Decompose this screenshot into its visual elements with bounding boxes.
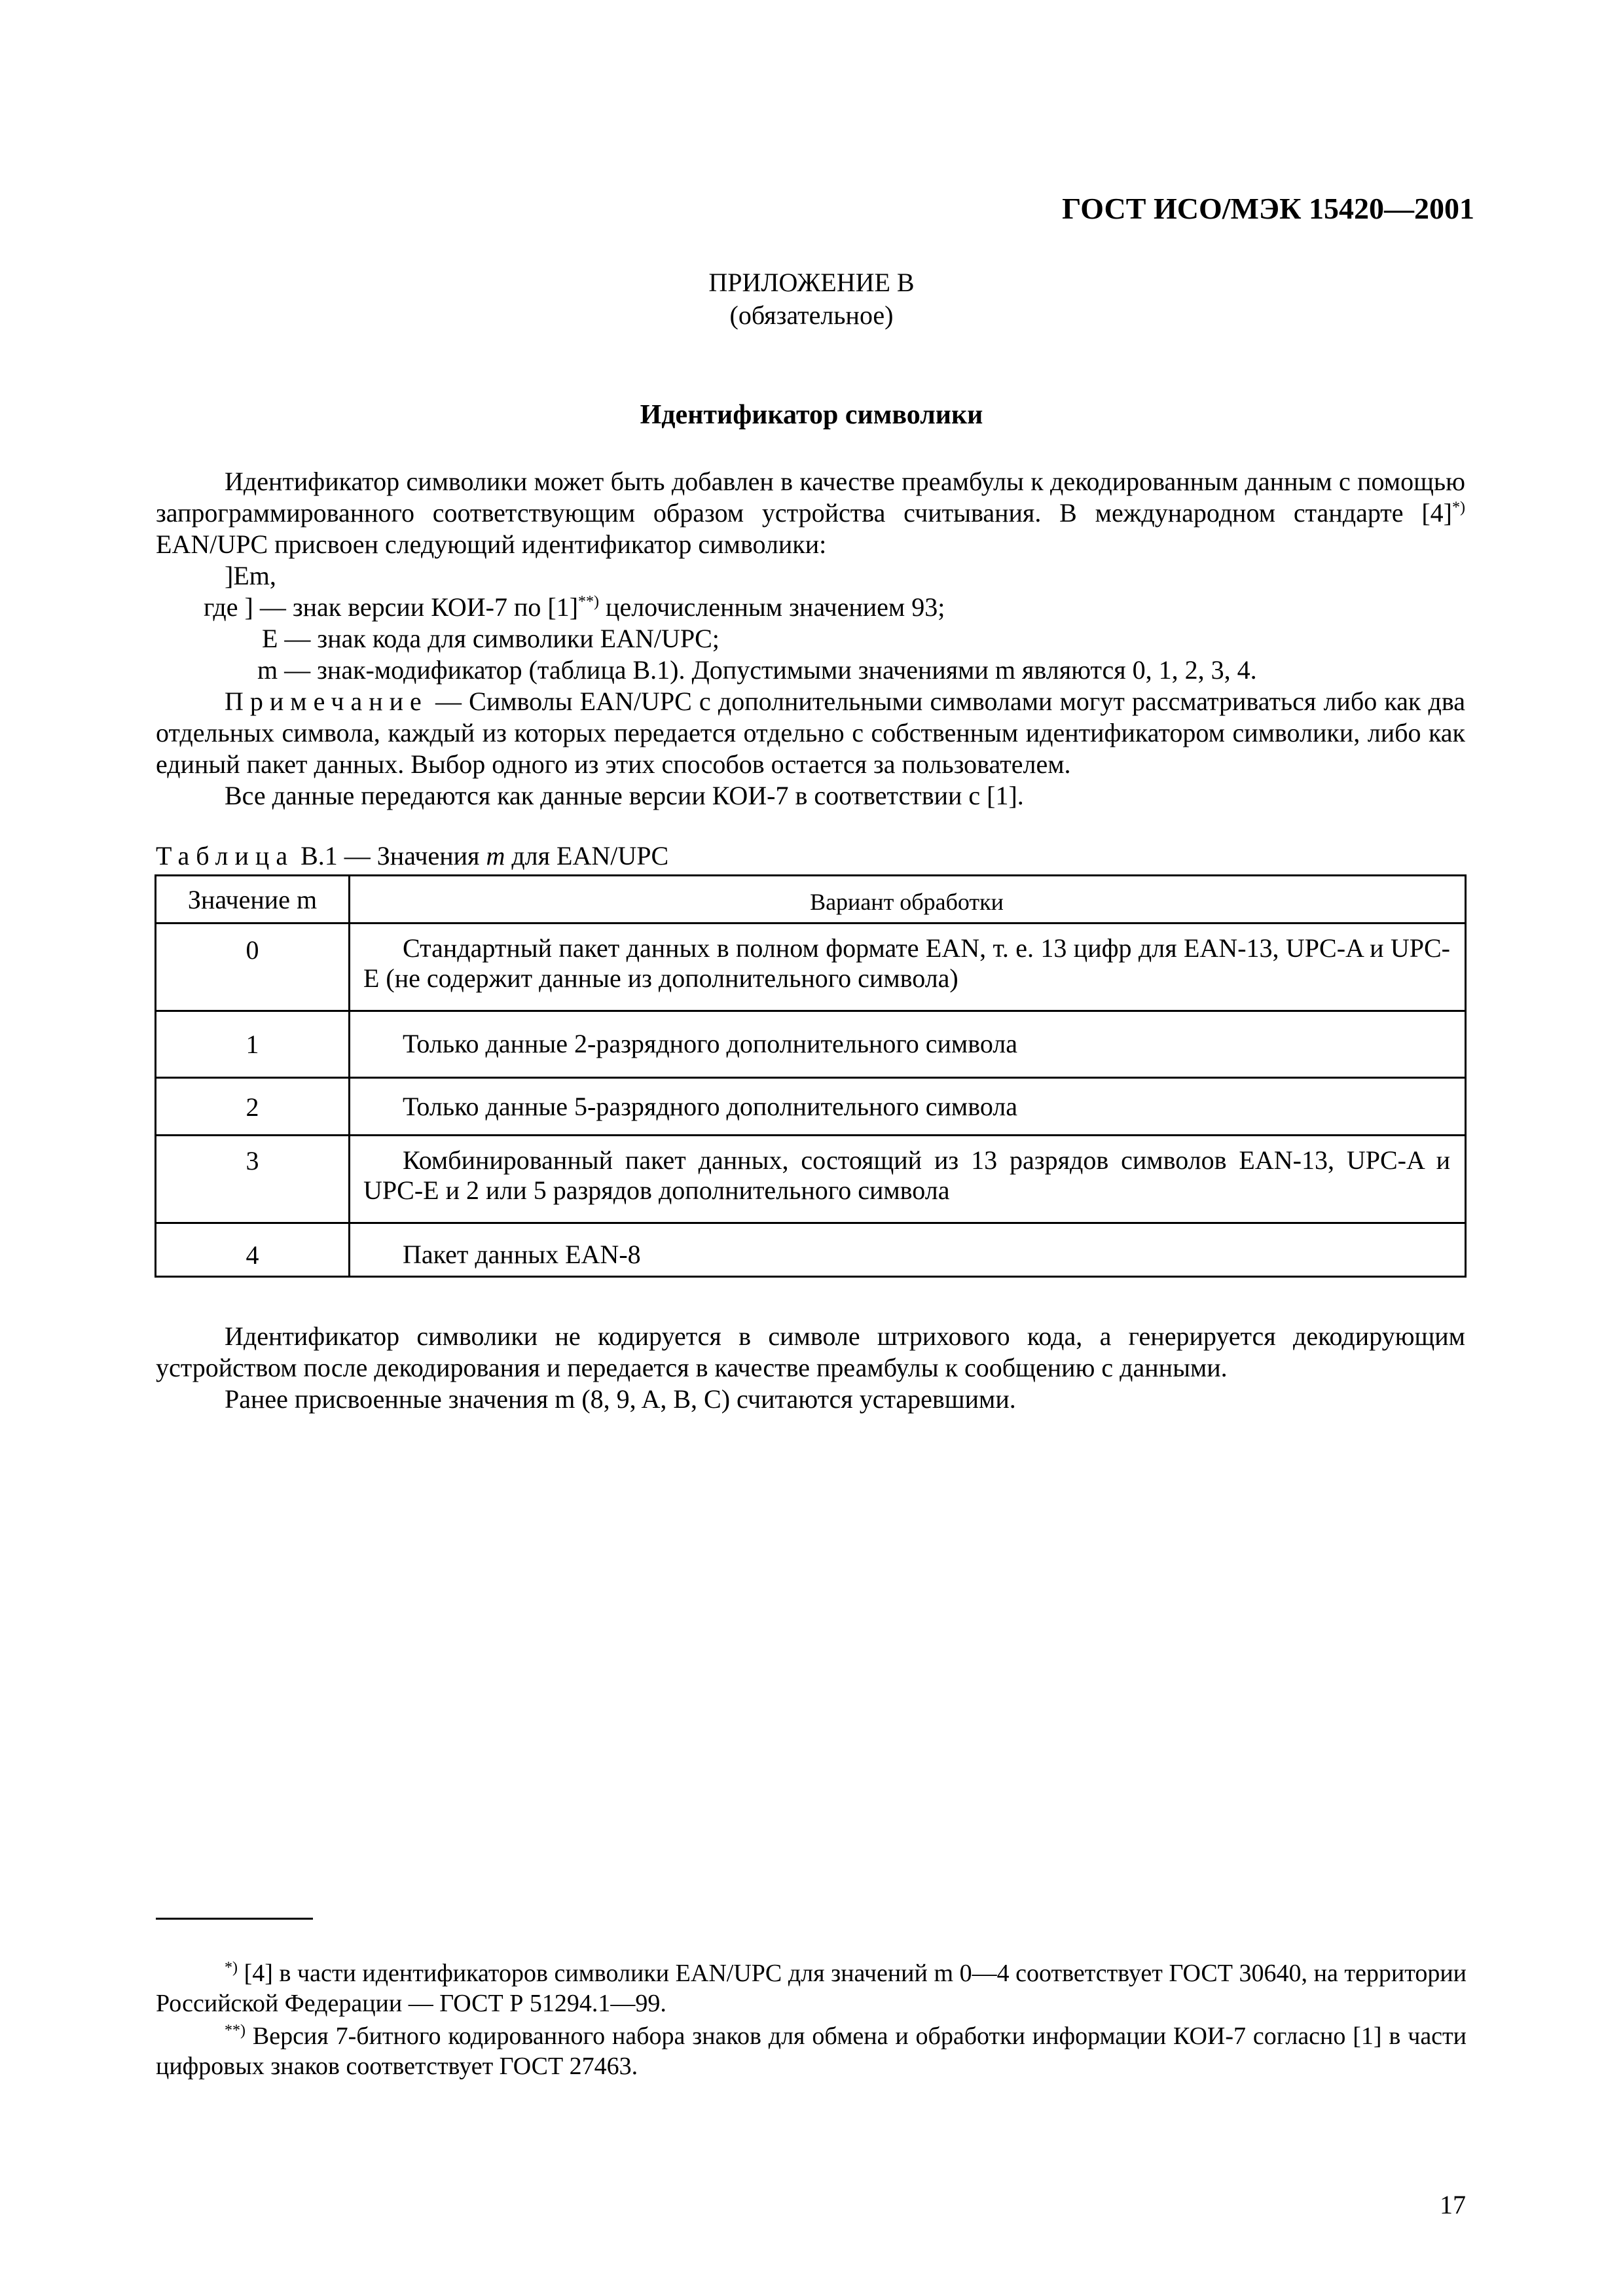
table-caption: Таблица В.1 — Значения m для EAN/UPC	[156, 841, 669, 870]
page-number: 17	[1440, 2190, 1466, 2219]
identifier-code: ]Em,	[225, 561, 276, 590]
appendix-title: ПРИЛОЖЕНИЕ В	[708, 268, 915, 297]
where-line: где ] — знак версии КОИ-7 по [1]**) целочисленным значением 93;	[204, 592, 945, 622]
e-definition: Е — знак кода для символики EAN/UPC;	[262, 624, 720, 653]
footnote-2: **) Версия 7-битного кодированного набора знаков для обмена и обработки информации КОИ-7 согласно [1] в части цифровых знаков соответствует ГОСТ 27463.	[156, 2022, 1467, 2080]
footnote-1: *) [4] в части идентификаторов символики EAN/UPC для значений m 0—4 соответствует ГОСТ 30640, на территории Российской Федерации — ГОСТ Р 51294.1—99.	[156, 1959, 1467, 2017]
obsolete-paragraph: Ранее присвоенные значения m (8, 9, A, B, C) считаются устаревшими.	[225, 1384, 1016, 1414]
transfer-paragraph: Все данные передаются как данные версии КОИ-7 в соответствии с [1].	[225, 781, 1024, 810]
table-row: 0 Стандартный пакет данных в полном формате EAN, т. е. 13 цифр для EAN-13, UPC-A и UPC-E (не содержит данные из дополнительного символа)	[156, 922, 1465, 1010]
m-definition: m — знак-модификатор (таблица В.1). Допустимыми значениями m являются 0, 1, 2, 3, 4.	[257, 655, 1257, 685]
table-row: 2 Только данные 5-разрядного дополнительного символа	[156, 1077, 1465, 1134]
values-table	[155, 874, 1467, 1278]
appendix-status: (обязательное)	[729, 300, 894, 330]
section-title: Идентификатор символики	[640, 400, 983, 430]
note-label: Примечание	[225, 687, 428, 716]
footnote-ref-2: **)	[578, 593, 600, 611]
intro-paragraph: Идентификатор символики может быть добавлен в качестве преамбулы к декодированным данным с помощью запрограммированного соответствующим образом устройства считывания. В международном стандарте [4]*) EAN/UPC присвоен следующий идентификатор символики:	[156, 467, 1465, 559]
note-paragraph: Примечание — Символы EAN/UPC с дополнительными символами могут рассматриваться либо как два отдельных символа, каждый из которых передается отдельно с собственным идентификатором символики, либо как единый пакет данных. Выбор одного из этих способов остается за пользователем.	[156, 687, 1465, 779]
table-header-row	[156, 876, 1465, 922]
footnote-separator	[156, 1918, 313, 1920]
table-row: 1 Только данные 2-разрядного дополнительного символа	[156, 1010, 1465, 1077]
header-m: Значение m	[187, 885, 318, 914]
header-variant: Вариант обработки	[810, 889, 1004, 915]
closing-paragraph: Идентификатор символики не кодируется в символе штрихового кода, а генерируется декодирующим устройством после декодирования и передается в качестве преамбулы к сообщению с данными.	[156, 1321, 1465, 1382]
document-code: ГОСТ ИСО/МЭК 15420—2001	[1062, 192, 1474, 225]
table-row: 4 Пакет данных EAN-8	[156, 1222, 1465, 1278]
table-row: 3 Комбинированный пакет данных, состоящий из 13 разрядов символов EAN-13, UPC-A и UPC-E и 2 или 5 разрядов дополнительного символа	[156, 1134, 1465, 1222]
footnote-ref-1: *)	[1452, 499, 1465, 516]
